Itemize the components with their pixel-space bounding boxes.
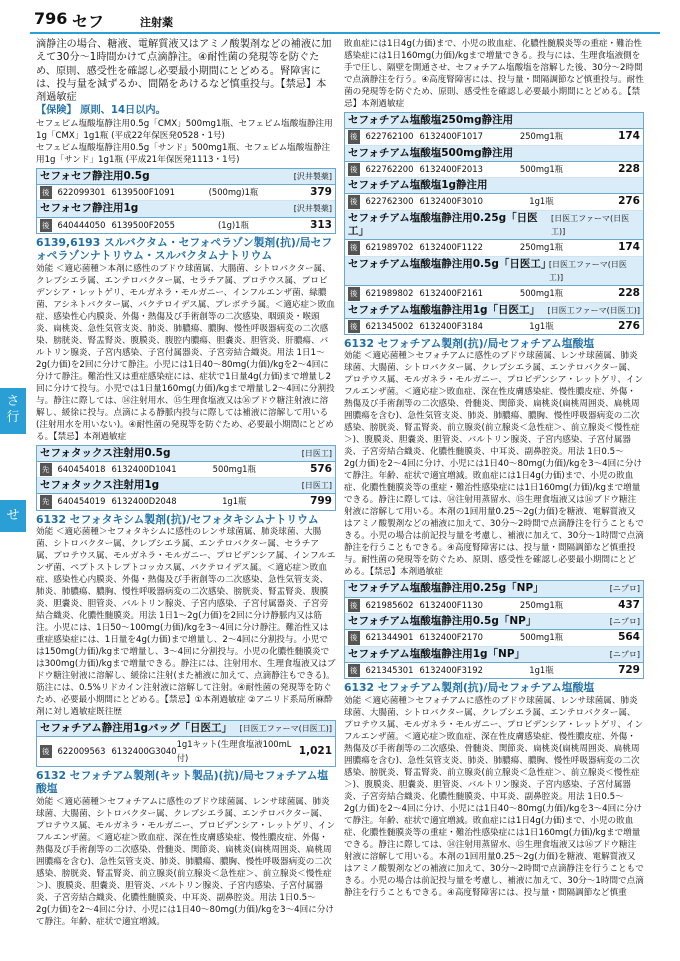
product-name bbox=[345, 211, 643, 241]
product-title: セフォセフ静注用0.5g bbox=[40, 169, 150, 182]
insurance-note-1: セフェピム塩酸塩静注用0.5g「CMX」500mg1瓶、セフェピム塩酸塩静注用1g「CMX」1g1瓶 (平成22年保医発0528・1号) bbox=[36, 118, 333, 141]
code-2: 6139500F2055 bbox=[111, 219, 175, 230]
price: 174 bbox=[618, 241, 640, 254]
type-badge: 後 bbox=[348, 241, 360, 254]
code-2: 6132400F3184 bbox=[419, 320, 483, 331]
intro-text: 滴静注の場合、糖液、電解質液又はアミノ酸製剤などの補液に加えて30分〜1時間かけて点滴静注。④耐性菌の発現等を防ぐため、原則、感受性を確認し必要最小期間にとどめる。腎障害には、投与量を減ずるか、間隔をあけるなど慎重投与。【禁忌】本剤過敏症 bbox=[36, 39, 332, 104]
code-1: 621985602 bbox=[365, 599, 414, 610]
product-row bbox=[345, 194, 643, 210]
code-1: 621989702 bbox=[365, 242, 414, 253]
product-name bbox=[37, 721, 335, 737]
product-title: セフォチアム塩酸塩500mg静注用 bbox=[348, 146, 514, 159]
product-row bbox=[345, 630, 643, 646]
section-heading: 6132 セフォチアム製剤(キット製品)(抗)/局セフォチアム塩酸塩 bbox=[36, 768, 329, 796]
code-2: 6132400F3010 bbox=[419, 196, 483, 207]
type-badge: 後 bbox=[348, 631, 360, 644]
product-box bbox=[36, 445, 336, 511]
maker-label: [ニプロ] bbox=[609, 649, 640, 659]
product-box bbox=[344, 112, 644, 335]
product-title: セフォセフ静注用1g bbox=[40, 202, 139, 215]
type-badge: 先 bbox=[40, 463, 52, 476]
price: 1,021 bbox=[298, 744, 332, 757]
product-row bbox=[345, 240, 643, 256]
index-tab-sa[interactable]: さ 行 bbox=[0, 388, 26, 434]
product-row bbox=[345, 663, 643, 678]
product-name bbox=[37, 201, 335, 217]
product-row bbox=[37, 218, 335, 233]
maker-label: [日医工] bbox=[301, 448, 332, 458]
header-rule bbox=[30, 32, 660, 34]
left-column bbox=[36, 38, 336, 928]
product-box bbox=[344, 580, 644, 679]
price: 437 bbox=[618, 598, 640, 611]
section-heading: 6132 セフォチアム製剤(抗)/局セフォチアム塩酸塩 bbox=[344, 681, 595, 695]
code-2: 6132400F3192 bbox=[419, 664, 483, 675]
product-row bbox=[37, 185, 335, 201]
index-tab-se[interactable]: せ bbox=[0, 500, 26, 532]
type-badge: 後 bbox=[40, 219, 52, 232]
price: 729 bbox=[618, 663, 640, 676]
product-title: セフォチアム塩酸塩1g静注用 bbox=[348, 179, 488, 192]
code-1: 622009563 bbox=[57, 745, 106, 756]
type-badge: 後 bbox=[348, 287, 360, 300]
code-2: 6132400F2170 bbox=[419, 632, 483, 643]
code-1: 622099301 bbox=[57, 187, 106, 198]
insurance-note-2: セフェピム塩酸塩静注用0.5g「サンド」500mg1瓶、セフェピム塩酸塩静注用1g「サンド」1g1瓶 (平成21年保医発1113・1号) bbox=[36, 142, 331, 165]
spec: (500mg)1瓶 bbox=[208, 187, 259, 198]
code-2: 6132400G3040 bbox=[111, 745, 177, 756]
code-1: 640454018 bbox=[57, 463, 106, 474]
code-2: 6139500F1091 bbox=[111, 187, 175, 198]
section-heading: 6132 セフォチアム製剤(抗)/局セフォチアム塩酸塩 bbox=[344, 337, 595, 351]
type-badge: 後 bbox=[348, 320, 360, 333]
product-box bbox=[36, 168, 336, 234]
code-1: 622762300 bbox=[365, 196, 414, 207]
price: 276 bbox=[618, 319, 640, 332]
right-column bbox=[344, 38, 644, 899]
page-number: 796 bbox=[34, 9, 68, 28]
code-1: 640444050 bbox=[57, 219, 106, 230]
product-title: セフォチアム静注用1gバッグ「日医工」 bbox=[40, 722, 233, 735]
code-1: 622762100 bbox=[365, 131, 414, 142]
price: 228 bbox=[618, 162, 640, 175]
spec: 250mg1瓶 bbox=[519, 599, 564, 610]
maker-label: [沢井製薬] bbox=[293, 204, 332, 214]
code-1: 640454019 bbox=[57, 496, 106, 507]
product-name bbox=[345, 303, 643, 319]
product-row bbox=[345, 162, 643, 178]
section-heading: 6132 セフォタキシム製剤(抗)/セフォタキシムナトリウム bbox=[36, 512, 319, 526]
maker-label: [ニプロ] bbox=[609, 617, 640, 627]
product-title: セフォチアム塩酸塩静注用1g「日医工」 bbox=[348, 303, 541, 316]
product-name bbox=[345, 257, 643, 287]
product-title: セフォチアム塩酸塩静注用0.5g「NP」 bbox=[348, 615, 537, 628]
spec: 1g1キット(生理食塩液100mL付) bbox=[176, 739, 292, 763]
product-box bbox=[36, 720, 336, 767]
price: 564 bbox=[618, 631, 640, 644]
code-1: 621345002 bbox=[365, 320, 414, 331]
product-name bbox=[345, 146, 643, 162]
spec: 1g1瓶 bbox=[529, 196, 554, 207]
product-name bbox=[37, 169, 335, 185]
type-badge: 後 bbox=[348, 130, 360, 143]
section-heading: 6139,6193 スルバクタム・セフォペラゾン製剤(抗)/局セフォペラゾンナトリウム・スルバクタムナトリウム bbox=[36, 235, 333, 263]
price: 276 bbox=[618, 195, 640, 208]
spec: 250mg1瓶 bbox=[519, 242, 564, 253]
code-2: 6132400F1122 bbox=[419, 242, 483, 253]
type-badge: 後 bbox=[348, 599, 360, 612]
code-2: 6132400D2048 bbox=[111, 496, 177, 507]
maker-label: [日医工] bbox=[301, 481, 332, 491]
product-row bbox=[37, 494, 335, 509]
section-body: 効能 ＜適応菌種＞セフォチアムに感性のブドウ球菌属、レンサ球菌属、肺炎球菌、大腸菌、シトロバクター属、クレブシエラ属、エンテロバクター属、プロテウス属、モルガネラ・モルガニー、プロビデンシア・レットゲリ、インフルエンザ菌。＜適応症＞敗血症、深在性皮膚感染症、慢性膿皮症、外傷・熱傷及び手術創等の二次感染、骨髄炎、関節炎、扁桃炎(扁桃周囲炎、扁桃周囲膿瘍を含む)、急性気管支炎、肺炎、肺膿瘍、膿胸、慢性呼吸器病変の二次感染、膀胱炎、腎盂腎炎、前立腺炎(前立腺炎＜急性症＞、前立腺炎＜慢性症＞)、腹膜炎、胆嚢炎、胆管炎、バルトリン腺炎、子宮内感染、子宮付属器炎、子宮旁結合織炎、化膿性髄膜炎、中耳炎、副鼻腔炎。用法 1日0.5〜2g(力価)を2〜4回に分け、小児には1日40〜80mg(力価)/kgを3〜4回に分けて静注。年齢、症状で適宜増減。 bbox=[36, 796, 336, 927]
section-body: 効能 ＜適応菌種＞セフォタキシムに感性のレンサ球菌属、肺炎球菌、大腸菌、シトロバクター属、クレブシエラ属、エンテロバクター属、セラチア属、プロテウス属、モルガネラ・モルガニー、プロビデンシア属、インフルエンザ菌、ペプトストレプトコッカス属、バクテロイデス属。＜適応症＞敗血症、感染性心内膜炎、外傷・熱傷及び手術創等の二次感染、急性気管支炎、肺炎、肺膿瘍、膿胸、慢性呼吸器病変の二次感染、膀胱炎、腎盂腎炎、腹膜炎、胆嚢炎、胆管炎、バルトリン腺炎、子宮内感染、子宮付属器炎、子宮旁結合織炎、化膿性髄膜炎。用法 1日1〜2g(力価)を2回に分け静脈内又は筋注。小児には、1日50〜100mg(力価)/kgを3〜4回に分け静注。難治性又は重症感染症には、1日量を4g(力価)まで増量し、2〜4回に分割投与。小児では150mg(力価)/kgまで増量し、3〜4回に分割投与。小児の化膿性髄膜炎では300mg(力価)/kgまで増量できる。静注には、注射用水、生理食塩液又はブドウ糖注射液に溶解し、緩徐に注射(また補液に加えて、点滴静注もできる)。筋注には、0.5%リドカイン注射液に溶解して注射。④耐性菌の発現等を防ぐため、必要最小期間にとどめる。【禁忌】①本剤過敏症 ②アニリド系局所麻酔剤に対し過敏症既往歴 bbox=[36, 527, 336, 718]
code-2: 6132400F2161 bbox=[419, 288, 483, 299]
price: 174 bbox=[618, 130, 640, 143]
product-name bbox=[345, 614, 643, 630]
maker-label: [日医工ファーマ(日医工)] bbox=[547, 305, 640, 315]
code-2: 6132400F1130 bbox=[419, 599, 483, 610]
spec: 250mg1瓶 bbox=[519, 131, 564, 142]
type-badge: 後 bbox=[348, 195, 360, 208]
code-2: 6132400F1017 bbox=[419, 131, 483, 142]
product-row bbox=[345, 319, 643, 334]
spec: (1g)1瓶 bbox=[218, 219, 249, 230]
type-badge: 後 bbox=[348, 664, 360, 677]
code-1: 621345301 bbox=[365, 664, 414, 675]
product-name bbox=[345, 113, 643, 129]
page-header bbox=[0, 0, 680, 32]
product-name bbox=[345, 647, 643, 663]
maker-label: [日医工ファーマ(日医工)] bbox=[548, 259, 627, 282]
product-row bbox=[345, 286, 643, 302]
section-body: 効能 ＜適応菌種＞セフォチアムに感性のブドウ球菌属、レンサ球菌属、肺炎球菌、大腸菌、シトロバクター属、クレブシエラ属、エンテロバクター属、プロテウス属、モルガネラ・モルガニー、プロビデンシア・レットゲリ、インフルエンザ菌。＜適応症＞敗血症、深在性皮膚感染症、慢性膿皮症、外傷・熱傷及び手術創等の二次感染、骨髄炎、関節炎、扁桃炎(扁桃周囲炎、扁桃周囲膿瘍を含む)、急性気管支炎、肺炎、肺膿瘍、膿胸、慢性呼吸器病変の二次感染、膀胱炎、腎盂腎炎、前立腺炎(前立腺炎＜急性症＞、前立腺炎＜慢性症＞)、腹膜炎、胆嚢炎、胆管炎、バルトリン腺炎、子宮内感染、子宮付属器炎、子宮旁結合織炎、化膿性髄膜炎、中耳炎、副鼻腔炎。用法 1日0.5〜2g(力価)を2〜4回に分け、小児には1日40〜80mg(力価)/kgを3〜4回に分けて静注。年齢、症状で適宜増減。敗血症には1日4g(力価)まで、小児の敗血症、化膿性髄膜炎等の重症・難治性感染症には1日160mg(力価)/kgまで増量できる。静注に際しては、⑭注射用蒸留水、⑮生理食塩液又は⑯ブドウ糖注射液に溶解して用いる。本剤の1回用量0.25〜2g(力価)を糖液、電解質液又はアミノ酸製剤などの補液に加えて、30分〜2時間で点滴静注を行うこともできる。小児の場合は前記投与量を考慮し、補液に加えて、30分〜1時間で点滴静注を行うこともできる。④高度腎障害には、投与量・間隔調節など慎重投与。耐性菌の発現等を防ぐため、原則、感受性を確認し必要最小期間にとどめる。【禁忌】本剤過敏症 bbox=[344, 351, 644, 578]
maker-label: [日医工ファーマ(日医工)] bbox=[239, 724, 332, 734]
code-2: 6132400F2013 bbox=[419, 163, 483, 174]
product-title: セフォチアム塩酸塩静注用0.5g「日医工」 bbox=[348, 257, 552, 270]
product-name bbox=[345, 581, 643, 597]
section-title: 注射薬 bbox=[140, 16, 173, 29]
maker-label: [日医工ファーマ(日医工)] bbox=[551, 213, 630, 237]
spec: 500mg1瓶 bbox=[519, 163, 564, 174]
price: 576 bbox=[310, 462, 332, 475]
maker-label: [沢井製薬] bbox=[293, 171, 332, 181]
product-title: セフォタックス注射用0.5g bbox=[40, 446, 171, 459]
product-title: セフォチアム塩酸塩250mg静注用 bbox=[348, 114, 514, 126]
type-badge: 後 bbox=[40, 186, 52, 199]
price: 379 bbox=[310, 186, 332, 199]
product-name bbox=[37, 478, 335, 494]
product-title: セフォタックス注射用1g bbox=[40, 479, 160, 492]
type-badge: 後 bbox=[40, 745, 52, 758]
type-badge: 先 bbox=[40, 495, 52, 508]
maker-label: [ニプロ] bbox=[609, 584, 640, 594]
spec: 500mg1瓶 bbox=[519, 288, 564, 299]
product-name bbox=[37, 446, 335, 462]
section-body: 効能 ＜適応菌種＞セフォチアムに感性のブドウ球菌属、レンサ球菌属、肺炎球菌、大腸菌、シトロバクター属、クレブシエラ属、エンテロバクター属、プロテウス属、モルガネラ・モルガニー、プロビデンシア・レットゲリ、インフルエンザ菌。＜適応症＞敗血症、深在性皮膚感染症、慢性膿皮症、外傷・熱傷及び手術創等の二次感染、骨髄炎、関節炎、扁桃炎(扁桃周囲炎、扁桃周囲膿瘍を含む)、急性気管支炎、肺炎、肺膿瘍、膿胸、慢性呼吸器病変の二次感染、膀胱炎、腎盂腎炎、前立腺炎(前立腺炎＜急性症＞、前立腺炎＜慢性症＞)、腹膜炎、胆嚢炎、胆管炎、バルトリン腺炎、子宮内感染、子宮付属器炎、子宮旁結合織炎、化膿性髄膜炎、中耳炎、副鼻腔炎。用法 1日0.5〜2g(力価)を2〜4回に分け、小児には1日40〜80mg(力価)/kgを3〜4回に分けて静注。年齢、症状で適宜増減。敗血症には1日4g(力価)まで、小児の敗血症、化膿性髄膜炎等の重症・難治性感染症には1日160mg(力価)/kgまで増量できる。静注に際しては、⑭注射用蒸留水、⑮生理食塩液又は⑯ブドウ糖注射液に溶解して用いる。本剤の1回用量0.25〜2g(力価)を糖液、電解質液又はアミノ酸製剤などの補液に加えて、30分〜2時間で点滴静注を行うこともできる。小児の場合は前記投与量を考慮し、補液に加えて、30分〜1時間で点滴静注を行うこともできる。④高度腎障害には、投与量・間隔調節など慎重 bbox=[344, 695, 644, 898]
product-row bbox=[37, 737, 335, 766]
spec: 1g1瓶 bbox=[529, 664, 554, 675]
product-row bbox=[37, 462, 335, 478]
intro-text: 敗血症には1日4g(力価)まで、小児の敗血症、化膿性髄膜炎等の重症・難治性感染症には1日160mg(力価)/kgまで増量できる。投与には、生理食塩液側を手で圧し、隔壁を開通させ、セフォチアム塩酸塩を溶解した後、30分〜2時間で点滴静注を行う。④高度腎障害には、投与量・間隔調節など慎重投与。耐性菌の発現等を防ぐため、原則、感受性を確認し必要最小期間にとどめる。【禁忌】本剤過敏症 bbox=[344, 39, 644, 109]
spec: 1g1瓶 bbox=[222, 496, 247, 507]
spec: 1g1瓶 bbox=[529, 320, 554, 331]
product-row bbox=[345, 598, 643, 614]
spec: 500mg1瓶 bbox=[519, 632, 564, 643]
product-name bbox=[345, 178, 643, 194]
price: 228 bbox=[618, 287, 640, 300]
code-2: 6132400D1041 bbox=[111, 463, 177, 474]
price: 313 bbox=[310, 218, 332, 231]
code-1: 622762200 bbox=[365, 163, 414, 174]
product-row bbox=[345, 129, 643, 145]
page-title: セフ bbox=[72, 12, 105, 31]
code-1: 621344901 bbox=[365, 632, 414, 643]
product-title: セフォチアム塩酸塩静注用0.25g「日医工」 bbox=[348, 211, 538, 238]
product-title: セフォチアム塩酸塩静注用0.25g「NP」 bbox=[348, 582, 544, 595]
spec: 500mg1瓶 bbox=[212, 463, 256, 474]
insurance-note: 【保険】 原則、14日以内。 bbox=[36, 105, 166, 117]
price: 799 bbox=[310, 495, 332, 508]
section-body: 効能 ＜適応菌種＞本剤に感性のブドウ球菌属、大腸菌、シトロバクター属、クレブシエラ属、エンテロバクター属、セラチア属、プロテウス属、プロビデンシア・レットゲリ、モルガネラ・モルガニー、インフルエンザ菌、緑膿菌、アシネトバクター属、バクテロイデス属、プレボテラ属。＜適応症＞敗血症、感染性心内膜炎、外傷・熱傷及び手術創等の二次感染、咽頭炎・喉頭炎、扁桃炎、急性気管支炎、肺炎、肺膿瘍、膿胸、慢性呼吸器病変の二次感染、膀胱炎、腎盂腎炎、腹膜炎、腹腔内膿瘍、胆嚢炎、胆管炎、肝膿瘍、バルトリン腺炎、子宮内感染、子宮付属器炎、子宮旁結合織炎。用法 1日1〜2g(力価)を2回に分けて静注。小児には1日40〜80mg(力価)/kgを2〜4回に分けて静注。難治性又は重症感染症には、症状で1日量4g(力価)まで増量し2回に分けて投与。小児では1日量160mg(力価)/kgまで増量し2〜4回に分割投与。静注に際しては、⑭注射用水、⑮生理食塩液又は⑯ブドウ糖注射液に溶解し、緩徐に投与。点滴による静脈内投与に際しては補液に溶解して用いる(注射用水を用いない)。④耐性菌の発現等を防ぐため、必要最小期間にとどめる。【禁忌】本剤過敏症 bbox=[36, 263, 335, 442]
code-1: 621989802 bbox=[365, 288, 414, 299]
product-title: セフォチアム塩酸塩静注用1g「NP」 bbox=[348, 647, 526, 660]
type-badge: 後 bbox=[348, 163, 360, 176]
